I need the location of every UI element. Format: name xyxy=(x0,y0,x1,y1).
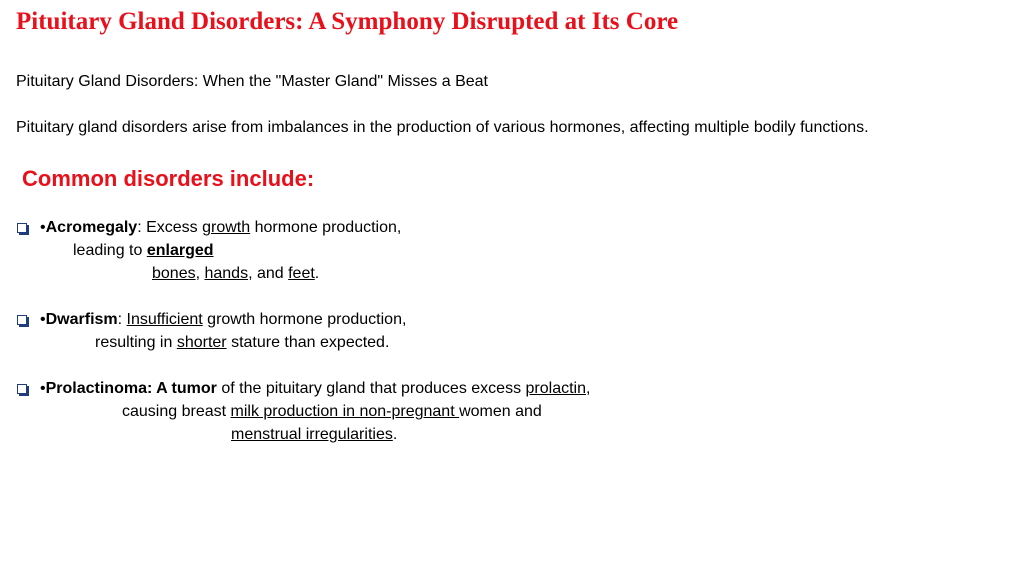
text-segment: : xyxy=(117,311,127,328)
checkbox-square-icon xyxy=(17,315,27,325)
underlined-term: bones xyxy=(152,265,196,282)
underlined-term: milk production in non-pregnant xyxy=(230,403,460,420)
disorder-name: Prolactinoma: A tumor xyxy=(45,380,217,397)
text-segment: , xyxy=(586,380,591,397)
disorder-line-2 xyxy=(73,241,214,261)
checkbox-square-icon xyxy=(17,384,27,394)
text-segment: leading to xyxy=(73,242,147,259)
text-segment: women and xyxy=(459,403,542,420)
text-segment: , xyxy=(195,265,205,282)
text-segment: . xyxy=(314,265,320,282)
underlined-term: menstrual irregularities xyxy=(231,426,393,443)
underlined-term: shorter xyxy=(176,334,227,351)
text-segment: of the pituitary gland that produces excess xyxy=(216,380,526,397)
text-segment: , and xyxy=(248,265,289,282)
subtitle-line: Pituitary Gland Disorders: When the "Master Gland" Misses a Beat xyxy=(16,73,488,90)
bullet-dot: • xyxy=(40,380,46,397)
text-segment: stature than expected. xyxy=(226,334,390,351)
disorder-name: Acromegaly xyxy=(45,219,138,236)
text-segment: growth hormone production, xyxy=(202,311,407,328)
section-heading: Common disorders include: xyxy=(22,166,315,191)
text-segment: resulting in xyxy=(95,334,177,351)
text-segment: : Excess xyxy=(137,219,203,236)
checkbox-square-icon xyxy=(17,223,27,233)
disorder-name: Dwarfism xyxy=(45,311,118,328)
disorder-line-2 xyxy=(122,402,542,422)
underlined-term: growth xyxy=(202,219,251,236)
text-segment: . xyxy=(392,426,398,443)
bullet-dot: • xyxy=(40,311,46,328)
text-segment: hormone production, xyxy=(250,219,402,236)
disorder-line xyxy=(40,310,406,330)
underlined-term: prolactin xyxy=(525,380,586,397)
page-title: Pituitary Gland Disorders: A Symphony Disrupted at Its Core xyxy=(16,8,679,35)
bullet-dot: • xyxy=(40,219,46,236)
underlined-term: hands xyxy=(204,265,249,282)
disorder-line xyxy=(40,218,401,238)
underlined-term: feet xyxy=(288,265,315,282)
intro-paragraph: Pituitary gland disorders arise from imbalances in the production of various hormones, affecting multiple bodily functions. xyxy=(16,119,869,136)
disorder-line-2 xyxy=(95,333,389,353)
disorder-line xyxy=(40,379,590,399)
underlined-term: Insufficient xyxy=(126,311,203,328)
text-segment: causing breast xyxy=(122,403,231,420)
disorder-line-3 xyxy=(231,425,397,445)
disorder-line-3 xyxy=(152,264,319,284)
underlined-term: enlarged xyxy=(146,242,214,259)
